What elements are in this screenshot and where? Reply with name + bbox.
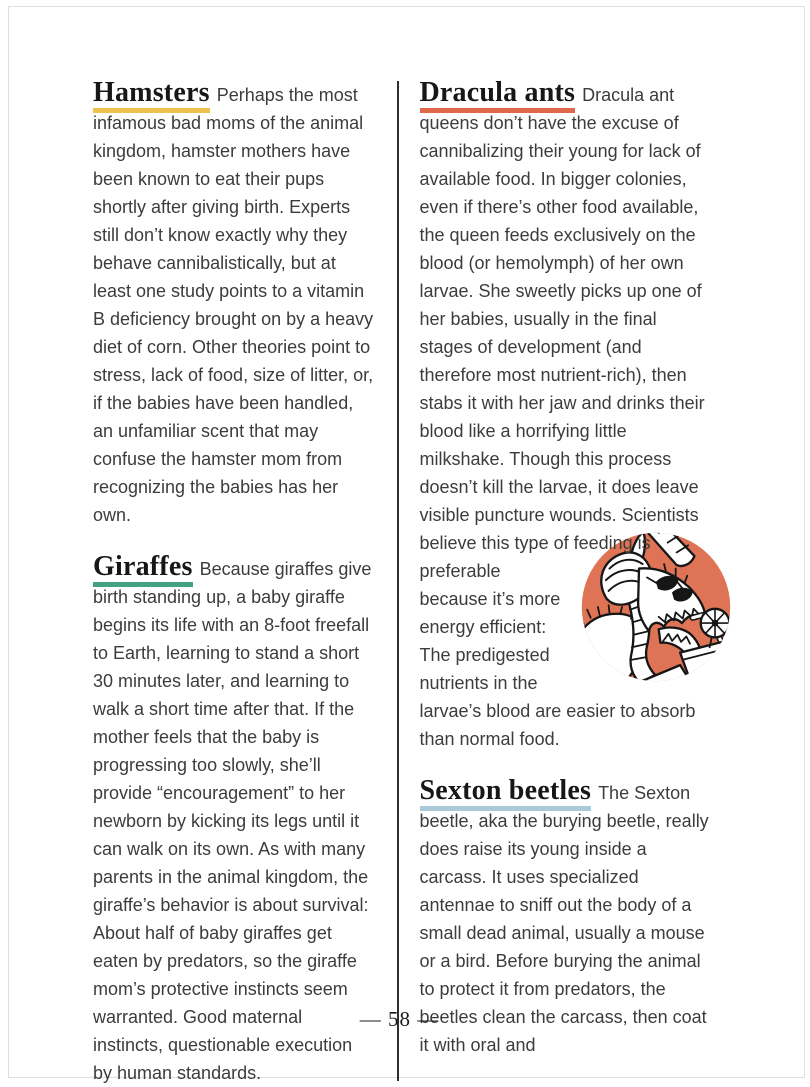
book-page (8, 6, 805, 1083)
right-column (420, 79, 713, 1087)
section-title-sexton-beetles: Sexton beetles (420, 775, 592, 811)
section-title-giraffes: Giraffes (93, 551, 193, 587)
section-body-hamsters: Perhaps the most infamous bad moms of the animal kingdom, hamster mothers have been known to eat their pups shortly after giving birth. Experts still don’t know exactly why they behave cannibalistically, but at least one study points to a vitamin B deficiency brought on by a heavy diet of corn. Other theories point to stress, lack of food, size of litter, or, if the babies have been handled, an unfamiliar scent that may confuse the hamster mom from recognizing the babies has her own. (93, 85, 374, 525)
page-number: — 58 — (359, 1007, 440, 1031)
section-dracula-ants (420, 79, 713, 753)
section-body-dracula-ants-part1: Dracula ant queens don’t have the excuse of cannibalizing their young for lack of available food. In bigger colonies, even if there’s other food available, the queen feeds exclusively on the blood (or hemolymph) of her own larvae. She sweetly picks up one of her babies, usually in the final stages of development (and therefore most nutrient-rich), then stabs it with her jaw and drinks their blood like a horrifying little milkshake. Though this process doesn’t kill the larvae, it does leave visible puncture wounds. Scientists believe this type of (419, 85, 705, 553)
left-column (93, 79, 374, 1087)
section-body-dracula-ants-part2: feeding is preferable because it’s more energy efficient: The predigested nutrients in the larvae’s blood are easier to absorb than normal food. (419, 533, 696, 749)
two-column-layout (93, 79, 712, 1087)
column-divider-rule (397, 81, 399, 1081)
dracula-ant-illustration (580, 531, 732, 683)
section-hamsters (93, 79, 374, 529)
section-body-sexton-beetles: The Sexton beetle, aka the burying beetle, really does raise its young inside a carcass. It uses specialized antennae to sniff out the body of a small dead animal, usually a mouse or a bird. Before burying the animal to protect it from predators, the beetles clean the carcass, then coat it with oral and (419, 783, 709, 1055)
section-title-hamsters: Hamsters (93, 77, 210, 113)
section-body-giraffes: Because giraffes give birth standing up, a baby giraffe begins its life with an 8-foot freefall to Earth, learning to stand a short 30 minutes later, and learning to walk a short time after that. If the mother feels that the baby is progressing too slowly, she’ll provide “encouragement” to her newborn by kicking its legs until it can walk on its own. As with many parents in the animal kingdom, the giraffe’s behavior is about survival: About half of baby giraffes get eaten by predators, so the giraffe mom’s protective instincts seem warranted. Good maternal instincts, questionable execution by human standards. (93, 559, 372, 1083)
section-title-dracula-ants: Dracula ants (420, 77, 576, 113)
